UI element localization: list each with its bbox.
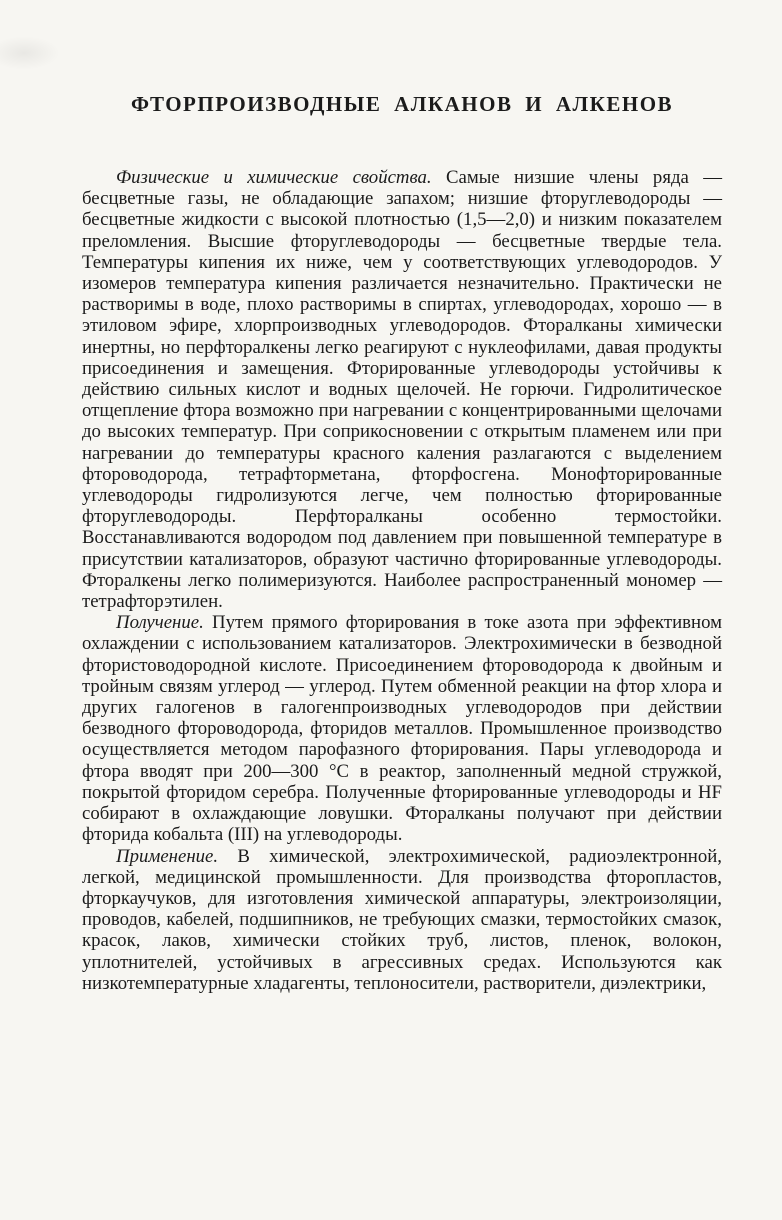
section-text-properties: Самые низшие члены ряда — бесцветные газы, не обладающие запахом; низшие фторуглеводороды — бесцветные жидкости с высокой плотностью (1,5—2,0) и низким показателем преломления. Высшие фторуглеводороды — бесцветные твердые тела. Температуры кипения их ниже, чем у соответствующих углеводородов. У изомеров температура кипения различается незначительно. Практически не растворимы в воде, плохо растворимы в спиртах, углеводородах, хорошо — в этиловом эфире, хлорпроизводных углеводородов. Фторалканы химически инертны, но перфторалкены легко реагируют с нуклеофилами, давая продукты присоединения и замещения. Фторированные углеводороды устойчивы к действию сильных кислот и водных щелочей. Не горючи. Гидролитическое отщепление фтора возможно при нагревании с концентрированными щелочами до высоких температур. При соприкосновении с открытым пламенем или при нагревании до температуры красного каления разлагаются с выделением фтороводорода, тетрафторметана, фторфосгена. Монофторированные углеводороды гидролизуются легче, чем полностью фторированные фторуглеводороды. Перфторалканы особенно термостойки. Восстанавливаются водородом под давлением при повышенной температуре в присутствии катализаторов, образуют частично фторированные углеводороды. Фторалкены легко полимеризуются. Наиболее распространенный мономер — тетрафторэтилен. bbox=[82, 167, 722, 613]
page-title: ФТОРПРОИЗВОДНЫЕ АЛКАНОВ И АЛКЕНОВ bbox=[130, 92, 674, 116]
paragraph-production bbox=[82, 612, 722, 845]
paragraph-properties bbox=[82, 167, 722, 612]
scan-smudge bbox=[0, 36, 60, 70]
section-text-production: Путем прямого фторирования в токе азота при эффективном охлаждении с использованием катализаторов. Электрохимически в безводной фтористоводородной кислоте. Присоединением фтороводорода к двойным и тройным связям углерод — углерод. Путем обменной реакции на фтор хлора и других галогенов в галогенпроизводных углеводородов при действии безводного фтороводорода, фторидов металлов. Промышленное производство осуществляется методом парофазного фторирования. Пары углеводорода и фтора вводят при 200—300 °С в реактор, заполненный медной стружкой, покрытой фторидом серебра. Полученные фторированные углеводороды и HF собирают в охлаждающие ловушки. Фторалканы получают при действии фторида кобальта (III) на углеводороды. bbox=[82, 612, 722, 846]
paragraph-application bbox=[82, 846, 722, 994]
section-lead-production: Получение. bbox=[116, 612, 204, 634]
section-lead-application: Применение. bbox=[116, 845, 219, 867]
section-text-application: В химической, электрохимической, радиоэлектронной, легкой, медицинской промышленности. Для производства фторопластов, фторкаучуков, для изготовления химической аппаратуры, электроизоляции, проводов, кабелей, подшипников, не требующих смазки, термостойких смазок, красок, лаков, химически стойких труб, листов, пленок, волокон, уплотнителей, устойчивых в агрессивных средах. Используются как низкотемпературные хладагенты, теплоносители, растворители, диэлектрики, bbox=[82, 845, 722, 994]
section-lead-properties: Физические и химические свойства. bbox=[116, 167, 432, 188]
